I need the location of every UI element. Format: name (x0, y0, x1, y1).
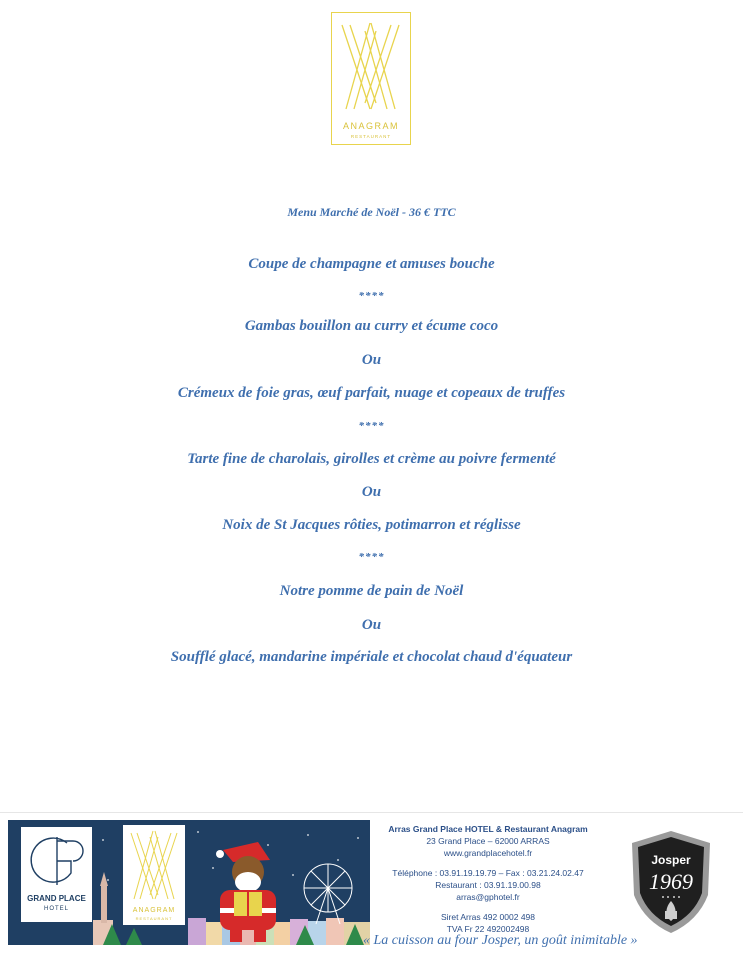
grand-place-hotel-logo (21, 827, 92, 922)
logo-subtitle: RESTAURANT (350, 134, 392, 139)
anagram-small-logo (123, 825, 185, 925)
logo-name: ANAGRAM (342, 121, 399, 131)
anagram-small-monogram-icon (123, 825, 185, 905)
anagram-logo (331, 12, 411, 145)
contact-info (375, 823, 601, 935)
josper-badge (628, 829, 714, 935)
menu-or: Ou (361, 352, 382, 368)
menu-or: Ou (361, 484, 382, 500)
menu-separator: **** (358, 420, 385, 432)
josper-year: 1969 (649, 869, 693, 894)
menu-separator: **** (358, 551, 385, 563)
hotel-logo-name: GRAND PLACE (27, 894, 86, 903)
menu-separator: **** (358, 290, 385, 302)
grand-place-monogram-icon (21, 827, 92, 891)
contact-phone: Téléphone : 03.91.19.19.79 – Fax : 03.21.24.02.47 (392, 868, 584, 878)
contact-title: Arras Grand Place HOTEL & Restaurant Anagram (388, 824, 588, 834)
menu-item: Coupe de champagne et amuses bouche (248, 256, 495, 272)
menu-title: Menu Marché de Noël - 36 € TTC (287, 205, 456, 219)
anagram-small-name: ANAGRAM (132, 907, 176, 914)
contact-tva: TVA Fr 22 492002498 (446, 924, 530, 934)
contact-email-link[interactable]: arras@gphotel.fr (456, 892, 520, 902)
contact-website-link[interactable]: www.grandplacehotel.fr (443, 848, 533, 858)
contact-siret: Siret Arras 492 0002 498 (440, 912, 536, 922)
contact-address: 23 Grand Place – 62000 ARRAS (426, 836, 550, 846)
menu-item: Noix de St Jacques rôties, potimarron et réglisse (222, 517, 521, 533)
menu-item: Soufflé glacé, mandarine impériale et chocolat chaud d'équateur (170, 649, 573, 665)
slogan: « La cuisson au four Josper, un goût inimitable » (363, 933, 638, 948)
anagram-monogram-icon (332, 13, 409, 118)
menu-item: Notre pomme de pain de Noël (279, 583, 464, 599)
christmas-banner (8, 820, 370, 945)
footer-banner (0, 812, 743, 957)
menu-item: Crémeux de foie gras, œuf parfait, nuage et copeaux de truffes (177, 385, 566, 401)
menu-or: Ou (361, 617, 382, 633)
menu-item: Gambas bouillon au curry et écume coco (244, 318, 499, 334)
hotel-logo-subtitle: HOTEL (43, 906, 69, 912)
anagram-small-subtitle: RESTAURANT (135, 916, 173, 921)
josper-brand: Josper (651, 853, 691, 867)
menu-item: Tarte fine de charolais, girolles et crème au poivre fermenté (187, 451, 556, 467)
contact-restaurant-phone: Restaurant : 03.91.19.00.98 (435, 880, 541, 890)
